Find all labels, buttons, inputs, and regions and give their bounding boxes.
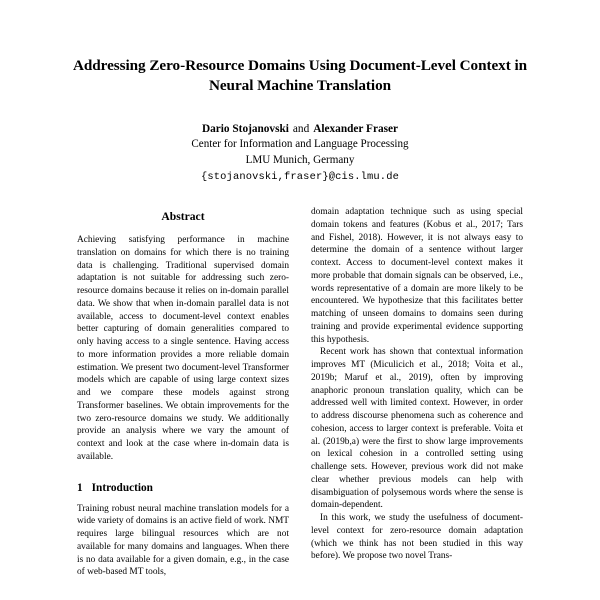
affiliation-line-2: LMU Munich, Germany (245, 154, 355, 167)
right-paragraph-2: Recent work has shown that contextual information improves MT (Miculicich et al., 2018; Voita et al., 2019b; Maruf et al., 2019), often by improving anaphoric pronoun translation quality, which can be addressed well with limited context. However, in order to address discourse phenomena such as coherence and cohesion, access to larger context is preferable. Voita et al. (2019b,a) were the first to show large improvements on lexical cohesion in a controlled setting using challenge sets. However, previous work did not make clear whether previous models can help with disambiguation of polysemous words where the sense is domain-dependent. (311, 347, 523, 511)
author-conjunction: and (292, 123, 310, 136)
affiliation-line-1: Center for Information and Language Processing (191, 138, 409, 151)
right-column (311, 206, 523, 600)
abstract-text: Achieving satisfying performance in machine translation on domains for which there is no training data is challenging. Traditional supervised domain adaptation is not suitable for addressing such zero-resource domains because it relies on in-domain parallel data. We show that when in-domain parallel data is not available, access to document-level context enables better capturing of domain generalities compared to only having access to a single sentence. Having access to more information provides a more reliable domain estimation. We present two document-level Transformer models which are capable of using large context sizes and we compare these models against strong Transformer baselines. We obtain improvements for the two zero-resource domains we study. We additionally provide an analysis where we vary the amount of context and look at the case where in-domain data is available. (77, 235, 289, 462)
author-first: Dario Stojanovski (201, 123, 289, 136)
page-title: Addressing Zero-Resource Domains Using Document-Level Context in Neural Machine Translation (72, 57, 528, 95)
section-heading-introduction (77, 482, 289, 494)
body-columns (0, 206, 600, 600)
introduction-paragraph: Training robust neural machine translation models for a wide variety of domains is an active field of work. NMT requires large bilingual resources which are not available for many domains and languages. When there is no data available for a given domain, e.g., in the case of web-based MT tools, (77, 503, 289, 578)
section-title: Introduction (91, 481, 153, 494)
author-second: Alexander Fraser (313, 123, 399, 136)
author-email: {stojanovski,fraser}@cis.lmu.de (201, 170, 399, 183)
right-paragraph-3: In this work, we study the usefulness of document-level context for zero-resource domain adaptation (which we think has not been studied in this way before). We propose two novel Trans- (311, 513, 523, 562)
right-paragraph-1: domain adaptation technique such as using special domain tokens and features (Kobus et al., 2017; Tars and Fishel, 2018). However, it is not always easy to determine the domain of a sentence without larger context. Access to document-level context makes it more probable that domain signals can be observed, i.e., words representative of a domain are more likely to be encountered. We hypothesize that this facilitates better matching of unseen domains to domains seen during training and provide experimental evidence supporting this hypothesis. (311, 207, 523, 345)
abstract-heading: Abstract (161, 210, 205, 223)
section-number: 1 (77, 481, 83, 494)
title-block (0, 0, 600, 186)
author-list (72, 121, 528, 137)
left-column (77, 206, 289, 600)
